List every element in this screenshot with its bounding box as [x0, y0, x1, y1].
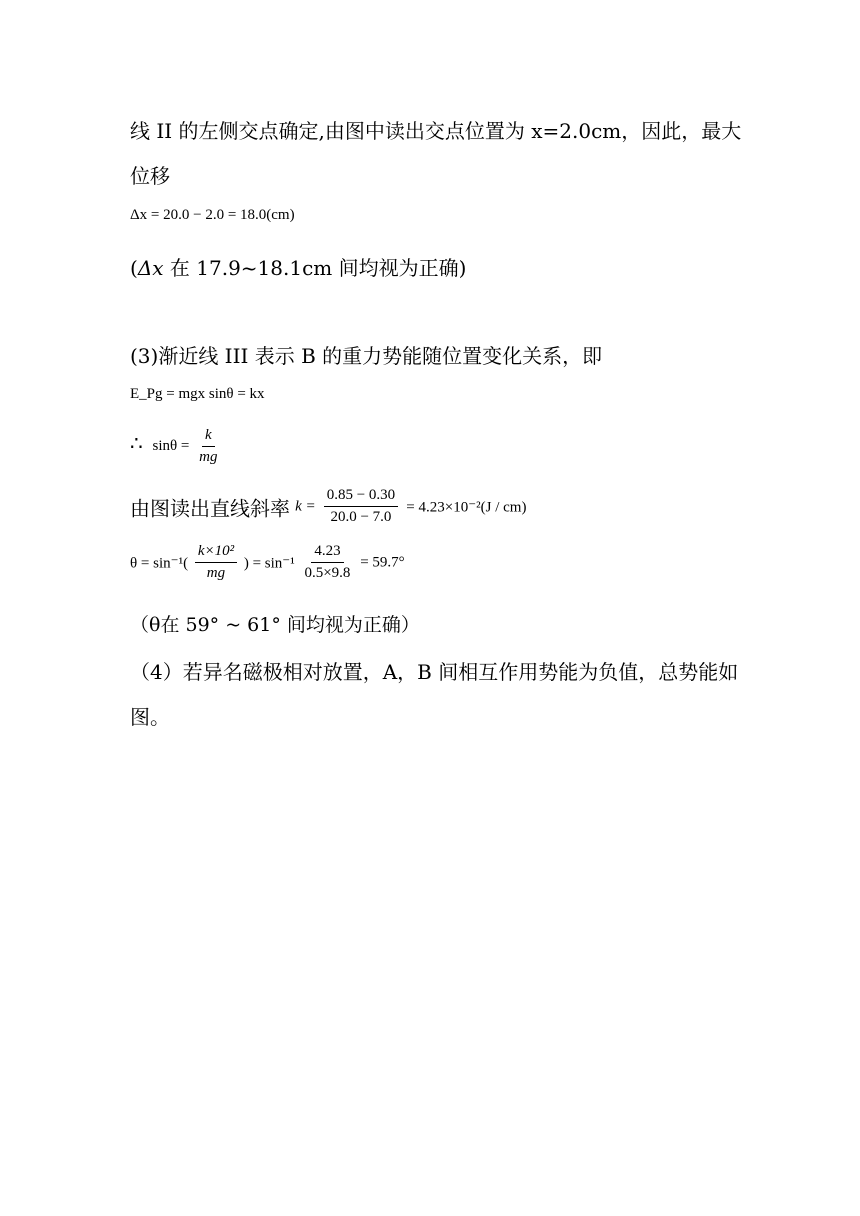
fraction-numeric	[301, 543, 353, 583]
sin-theta-lhs: sinθ =	[152, 438, 190, 455]
fraction-denominator: mg	[199, 449, 218, 466]
slope-result: = 4.23×10⁻²(J / cm)	[406, 499, 527, 516]
theta-mid: ) = sin⁻¹	[243, 555, 295, 572]
fraction-numerator: k×10²	[195, 543, 237, 563]
equation-slope	[130, 487, 526, 527]
text-line-opposite-poles: （4）若异名磁极相对放置，A，B 间相互作用势能为负值，总势能如	[130, 660, 739, 684]
slope-k-lhs: k =	[295, 498, 316, 515]
therefore-symbol: ∴	[130, 433, 143, 456]
slope-label: 由图读出直线斜率	[130, 496, 290, 521]
text-line-displacement: 位移	[130, 164, 170, 188]
equation-sin-theta	[130, 427, 223, 467]
fraction-numerator: 0.85 − 0.30	[324, 487, 398, 507]
fraction-k-over-mg	[196, 427, 220, 467]
equation-theta	[130, 543, 405, 583]
fraction-denominator: 20.0 − 7.0	[330, 509, 392, 526]
fraction-slope	[324, 487, 398, 527]
text-line-intersection: 线 II 的左侧交点确定,由图中读出交点位置为 x=2.0cm，因此，最大	[130, 119, 742, 143]
text-note-delta-range	[130, 252, 466, 281]
note-open-paren: (	[130, 256, 138, 280]
fraction-denominator: 0.5×9.8	[304, 565, 351, 582]
theta-lhs: θ = sin⁻¹(	[130, 555, 189, 572]
note-rest: 在 17.9~18.1cm 间均视为正确)	[163, 256, 467, 280]
theta-result: = 59.7°	[360, 554, 405, 571]
fraction-denominator: mg	[206, 565, 226, 582]
text-line-asymptote: (3)渐近线 III 表示 B 的重力势能随位置变化关系，即	[130, 344, 603, 368]
text-note-theta-range: （θ在 59° ~ 61° 间均视为正确）	[130, 614, 420, 636]
note-delta-var: Δx	[137, 256, 164, 280]
fraction-numerator: 4.23	[311, 543, 343, 563]
equation-delta-x: Δx = 20.0 − 2.0 = 18.0(cm)	[130, 207, 295, 223]
fraction-numerator: k	[202, 427, 215, 447]
equation-potential-energy: E_Pg = mgx sinθ = kx	[130, 386, 265, 402]
text-line-figure: 图。	[130, 705, 170, 729]
fraction-k-times-100-over-mg	[195, 543, 237, 583]
